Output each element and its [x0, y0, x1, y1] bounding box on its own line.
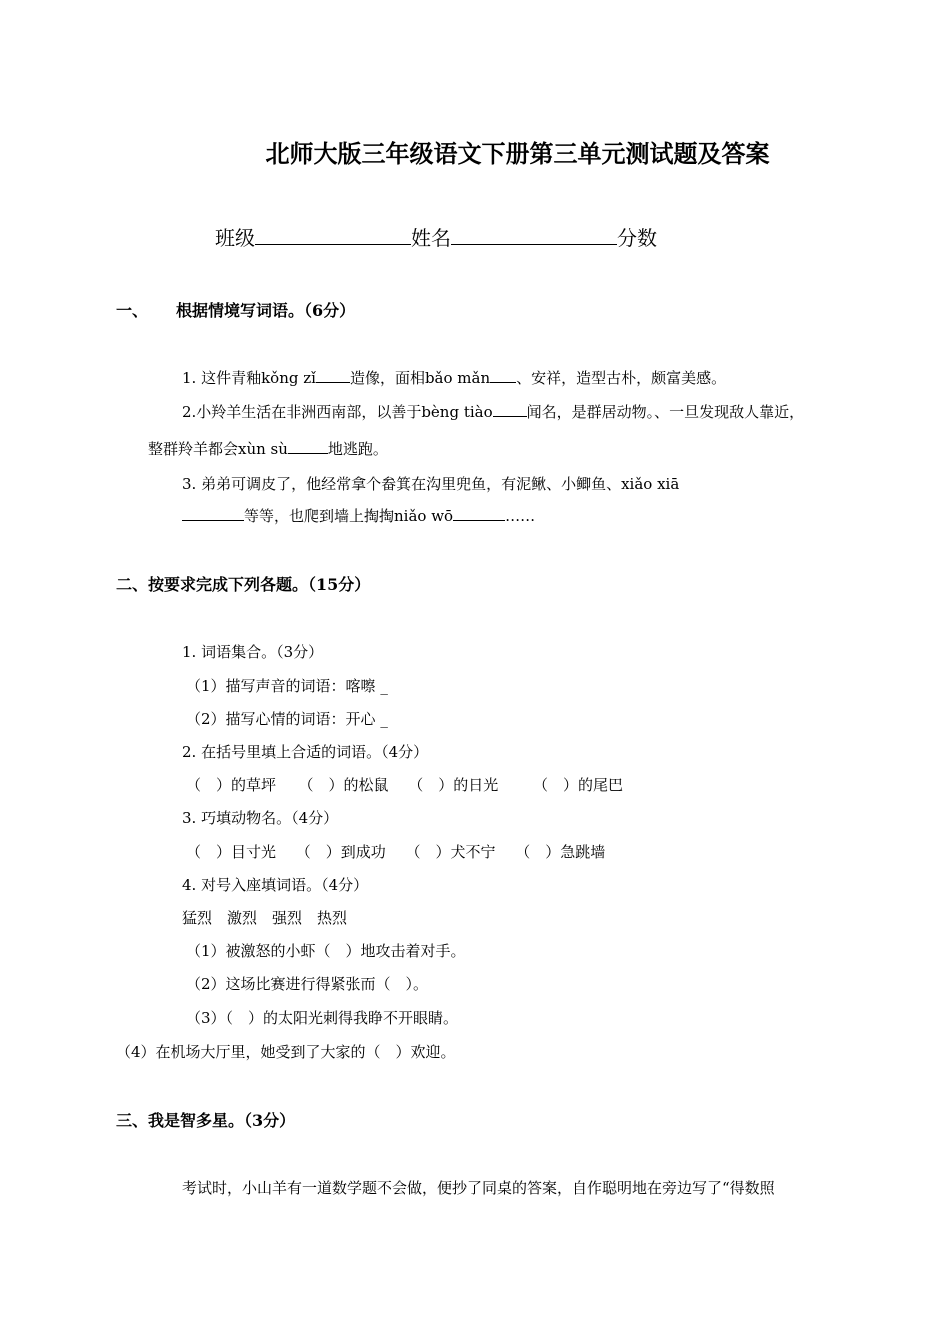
s1-question-3: 3. 弟弟可调皮了，他经常拿个畚箕在沟里兜鱼，有泥鳅、小鲫鱼、xiǎo xiā: [182, 475, 680, 493]
s2-line: （1）被激怒的小虾（ ）地攻击着对手。: [186, 942, 466, 960]
student-info-line: [215, 222, 657, 251]
blank-kongzi[interactable]: [316, 367, 350, 383]
blank-xiaoxia[interactable]: [182, 505, 244, 521]
section-2-heading: 二、按要求完成下列各题。（15分）: [116, 575, 371, 594]
s2-line: （2）描写心情的词语：开心 _: [186, 710, 388, 728]
section-1-heading: [116, 298, 355, 321]
s2-line: （1）描写声音的词语：喀嚓 _: [186, 677, 388, 695]
blank-baoman[interactable]: [490, 367, 516, 383]
section-1-number: 一、: [116, 301, 149, 320]
s2-line: 3. 巧填动物名。（4分）: [182, 809, 339, 827]
blank-niaowo[interactable]: [453, 505, 505, 521]
s2-line-last: （4）在机场大厅里，她受到了大家的（ ）欢迎。: [116, 1043, 456, 1061]
s2-line: （ ）的草坪 （ ）的松鼠 （ ）的日光 （ ）的尾巴: [186, 776, 624, 794]
s1-question-1: 1. 这件青釉kǒng zǐ 造像，面相bǎo mǎn 、安祥，造型古朴，颇富美感。: [182, 369, 727, 387]
s1-question-2: 2.小羚羊生活在非洲西南部，以善于bèng tiào 闻名，是群居动物。、一旦发现敌人靠近，: [182, 403, 805, 421]
score-label: 分数: [617, 226, 657, 250]
page-title: 北师大版三年级语文下册第三单元测试题及答案: [265, 139, 770, 168]
s2-line: （2）这场比赛进行得紧张而（ ）。: [186, 975, 429, 993]
s1-question-2-cont: 整群羚羊都会xùn sù 地逃跑。: [148, 440, 388, 458]
name-label: 姓名: [411, 226, 451, 250]
s2-line: 2. 在括号里填上合适的词语。（4分）: [182, 743, 429, 761]
section-1-title: 根据情境写词语。（6分）: [176, 301, 356, 320]
blank-xunsu[interactable]: [288, 438, 328, 454]
class-blank[interactable]: [255, 222, 411, 245]
s2-line: （3）（ ）的太阳光刺得我睁不开眼睛。: [186, 1009, 459, 1027]
name-blank[interactable]: [451, 222, 617, 245]
s3-paragraph: 考试时，小山羊有一道数学题不会做，便抄了同桌的答案，自作聪明地在旁边写了“得数照: [182, 1179, 775, 1197]
s2-line: 1. 词语集合。（3分）: [182, 643, 324, 661]
section-3-heading: 三、我是智多星。（3分）: [116, 1111, 296, 1130]
s2-line: 猛烈 激烈 强烈 热烈: [182, 909, 348, 927]
s2-line: （ ）目寸光 （ ）到成功 （ ）犬不宁 （ ）急跳墙: [186, 843, 606, 861]
class-label: 班级: [215, 226, 255, 250]
s1-question-3-cont: 等等，也爬到墙上掏掏niǎo wō ……: [182, 505, 535, 526]
s2-line: 4. 对号入座填词语。（4分）: [182, 876, 369, 894]
blank-bengtiao[interactable]: [493, 401, 527, 417]
